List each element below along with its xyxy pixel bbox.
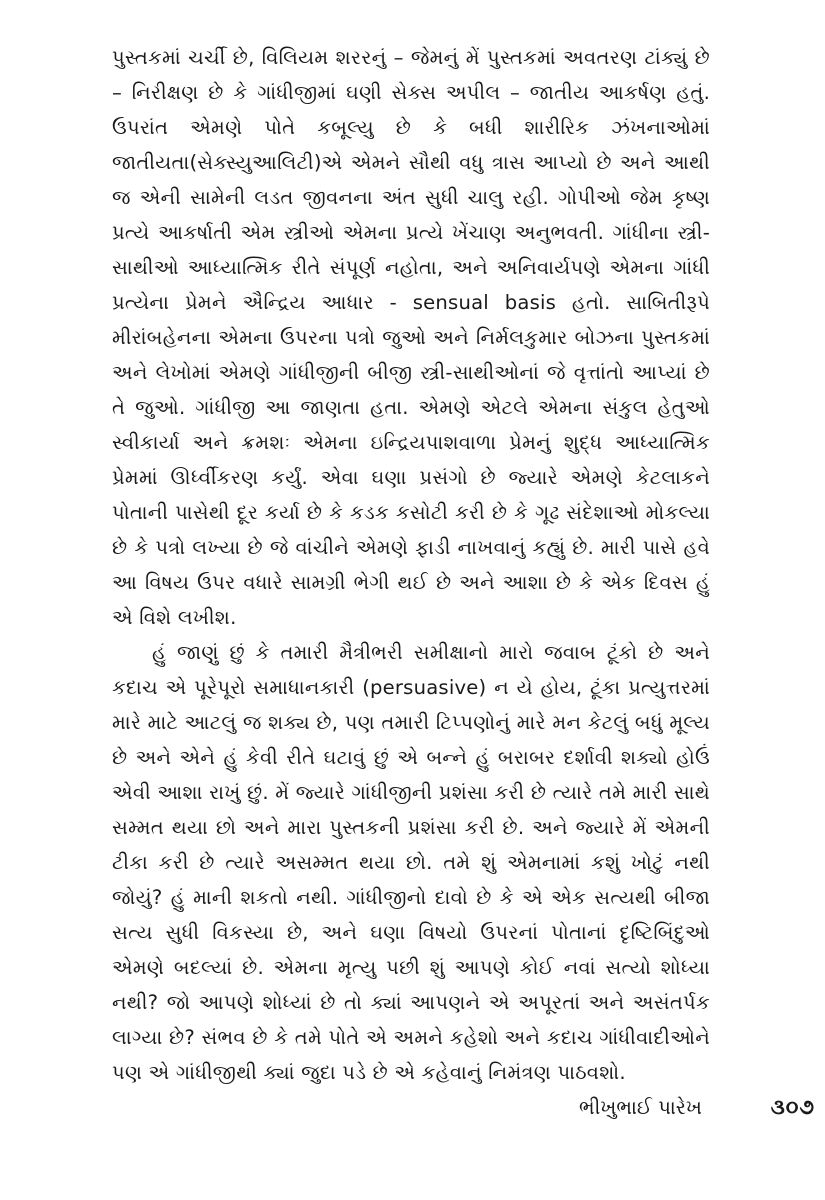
author-signature: ભીખુભાઈ પારેખ	[579, 1096, 702, 1119]
paragraph-1: પુસ્તકમાં ચર્ચી છે, વિલિયમ શરરનું – જેમનું મેં પુસ્તકમાં અવતરણ ટાંક્યું છે – નિરીક્ષણ છે કે ગાંધીજીમાં ઘણી સેક્સ અપીલ – જાતીય આકર્ષણ હતું. ઉપરાંત એમણે પોતે કબૂલ્યુ છે કે બધી શારીરિક ઝંખનાઓમાં જાતીયતા(સેક્સ્યુઆલિટી)એ એમને સૌથી વધુ ત્રાસ આપ્યો છે અને આથી જ એની સામેની લડત જીવનના અંત સુધી ચાલુ રહી. ગોપીઓ જેમ કૃષ્ણ પ્રત્યે આકર્ષાતી એમ સ્ત્રીઓ એમના પ્રત્યે ખેંચાણ અનુભવતી. ગાંધીના સ્ત્રી-સાથીઓ આધ્યાત્મિક રીતે સંપૂર્ણ નહોતા, અને અનિવાર્યપણે એમના ગાંધી પ્રત્યેના પ્રેમને ઐન્દ્રિય આધાર - sensual basis હતો. સાબિતીરૂપે મીરાંબહેનના એમના ઉપરના પત્રો જુઓ અને નિર્મલકુમાર બોઝના પુસ્તકમાં અને લેખોમાં એમણે ગાંધીજીની બીજી સ્ત્રી-સાથીઓનાં જે વૃત્તાંતો આપ્યાં છે તે જુઓ. ગાંધીજી આ જાણતા હતા. એમણે એટલે એમના સંકુલ હેતુઓ સ્વીકાર્યા અને ક્રમશઃ એમના ઇન્દ્રિયપાશવાળા પ્રેમનું શુદ્ધ આધ્યાત્મિક પ્રેમમાં ઊર્ધ્વીકરણ કર્યું. એવા ઘણા પ્રસંગો છે જ્યારે એમણે કેટલાકને પોતાની પાસેથી દૂર કર્યા છે કે કડક કસોટી કરી છે કે ગૂઢ સંદેશાઓ મોકલ્યા છે કે પત્રો લખ્યા છે જે વાંચીને એમણે ફાડી નાખવાનું કહ્યું છે. મારી પાસે હવે આ વિષય ઉપર વધારે સામગ્રી ભેગી થઈ છે અને આશા છે કે એક દિવસ હું એ વિશે લખીશ.	[112, 46, 710, 629]
document-page	[112, 40, 710, 1190]
paragraph-2: હું જાણું છું કે તમારી મૈત્રીભરી સમીક્ષાનો મારો જવાબ ટૂંકો છે અને કદાચ એ પૂરેપૂરો સમાધાનકારી (persuasive) ન યે હોય, ટૂંકા પ્રત્યુત્તરમાં મારે માટે આટલું જ શક્ય છે, પણ તમારી ટિપ્પણોનું મારે મન કેટલું બધું મૂલ્ય છે અને એને હું કેવી રીતે ઘટાવું છું એ બન્ને હું બરાબર દર્શાવી શક્યો હોઉં એવી આશા રાખું છું. મેં જ્યારે ગાંધીજીની પ્રશંસા કરી છે ત્યારે તમે મારી સાથે સમ્મત થયા છો અને મારા પુસ્તકની પ્રશંસા કરી છે. અને જ્યારે મેં એમની ટીકા કરી છે ત્યારે અસમ્મત થયા છો. તમે શું એમનામાં કશું ખોટું નથી જોયું? હું માની શકતો નથી. ગાંધીજીનો દાવો છે કે એ એક સત્યથી બીજા સત્ય સુધી વિકસ્યા છે, અને ઘણા વિષયો ઉપરનાં પોતાનાં દૃષ્ટિબિંદુઓ એમણે બદલ્યાં છે. એમના મૃત્યુ પછી શું આપણે કોઈ નવાં સત્યો શોધ્યા નથી? જો આપણે શોધ્યાં છે તો ક્યાં આપણને એ અપૂરતાં અને અસંતર્પક લાગ્યા છે? સંભવ છે કે તમે પોતે એ અમને કહેશો અને કદાચ ગાંધીવાદીઓને પણ એ ગાંધીજીથી ક્યાં જુદા પડે છે એ કહેવાનું નિમંત્રણ પાઠવશો.	[112, 641, 710, 1084]
page-number: ૩૦૭	[770, 1095, 815, 1119]
